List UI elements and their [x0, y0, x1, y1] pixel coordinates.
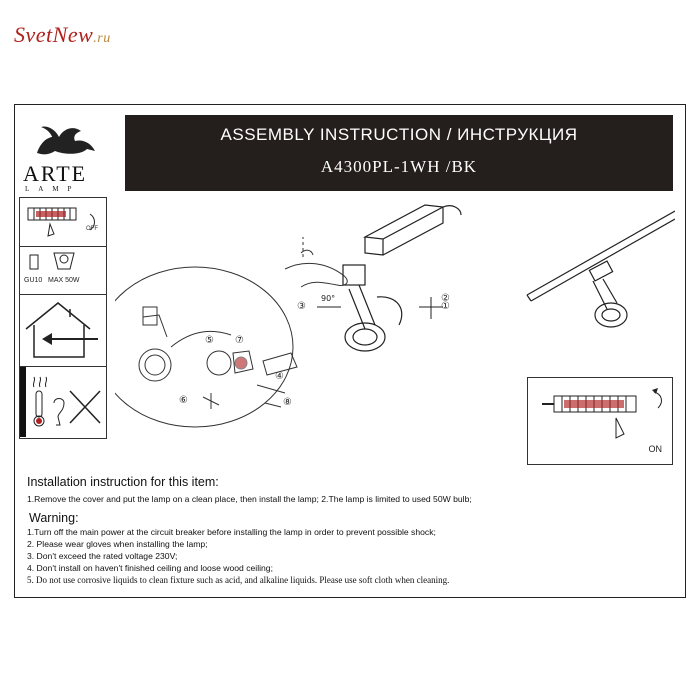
- lamp-head-drawing: [343, 265, 402, 351]
- callout-4: ④: [275, 371, 284, 382]
- instruction-sheet: [14, 104, 686, 598]
- indoor-cell: [19, 295, 107, 367]
- watermark-suffix: .ru: [93, 31, 111, 46]
- indoor-house-icon: [20, 295, 106, 365]
- wall-bracket-drawing: [365, 205, 461, 255]
- exploded-view: [115, 267, 297, 427]
- warning-item-3: 3. Don't exceed the rated voltage 230V;: [27, 551, 178, 561]
- callout-5: ⑤: [205, 335, 214, 346]
- switch-off-cell: [19, 197, 107, 247]
- warning-item-5: 5. Do not use corrosive liquids to clean fixture such as acid, and alkaline liquids. Please use soft cloth when cleaning.: [27, 575, 450, 585]
- griffin-icon: [15, 115, 123, 161]
- bulb-type: GU10: [24, 277, 43, 284]
- brand-logo: [15, 115, 123, 195]
- warning-item-1: 1.Turn off the main power at the circuit breaker before installing the lamp in order to prevent possible shock;: [27, 527, 436, 537]
- breaker-off-icon: [20, 198, 106, 246]
- watermark-logo: [14, 22, 111, 48]
- gu10-bulb-icon: [20, 247, 106, 277]
- instruction-title: Installation instruction for this item:: [27, 475, 219, 489]
- switch-on-inset: [527, 377, 673, 465]
- rotation-arrow: [317, 297, 443, 319]
- warning-title: Warning:: [29, 511, 79, 525]
- on-label: ON: [648, 444, 662, 454]
- lamp-bar-drawing: [527, 211, 675, 327]
- bulb-cell: [19, 247, 107, 295]
- safety-icons: [19, 197, 107, 439]
- off-label: OFF: [86, 226, 98, 232]
- callout-8: ⑧: [283, 397, 292, 408]
- watermark-main: SvetNew: [14, 22, 94, 47]
- model-number: A4300PL-1WH /BK: [320, 157, 478, 176]
- brand-sub: LAMP: [25, 185, 81, 193]
- instruction-line: 1.Remove the cover and put the lamp on a clean place, then install the lamp; 2.The lamp is limited to used 50W bulb;: [27, 494, 472, 504]
- angle-label: 90°: [321, 294, 336, 303]
- no-humidity-icon: [20, 367, 106, 437]
- brand-name: ARTE: [23, 161, 88, 186]
- hand-sketch: [285, 237, 347, 287]
- warning-item-2: 2. Please wear gloves when installing the lamp;: [27, 539, 208, 549]
- header-banner: [125, 115, 673, 191]
- callout-6: ⑥: [179, 395, 188, 406]
- callout-3: ③: [297, 301, 306, 312]
- callout-1: ①: [441, 301, 450, 312]
- instruction-text: [27, 475, 677, 585]
- no-damp-cell: [19, 367, 107, 439]
- callout-7: ⑦: [235, 335, 244, 346]
- warning-item-4: 4. Don't install on haven't finished ceiling and loose wood ceiling;: [27, 563, 273, 573]
- header-title: ASSEMBLY INSTRUCTION / ИНСТРУКЦИЯ: [220, 125, 578, 144]
- callout-2: ②: [441, 293, 450, 304]
- bulb-max: MAX 50W: [48, 277, 80, 284]
